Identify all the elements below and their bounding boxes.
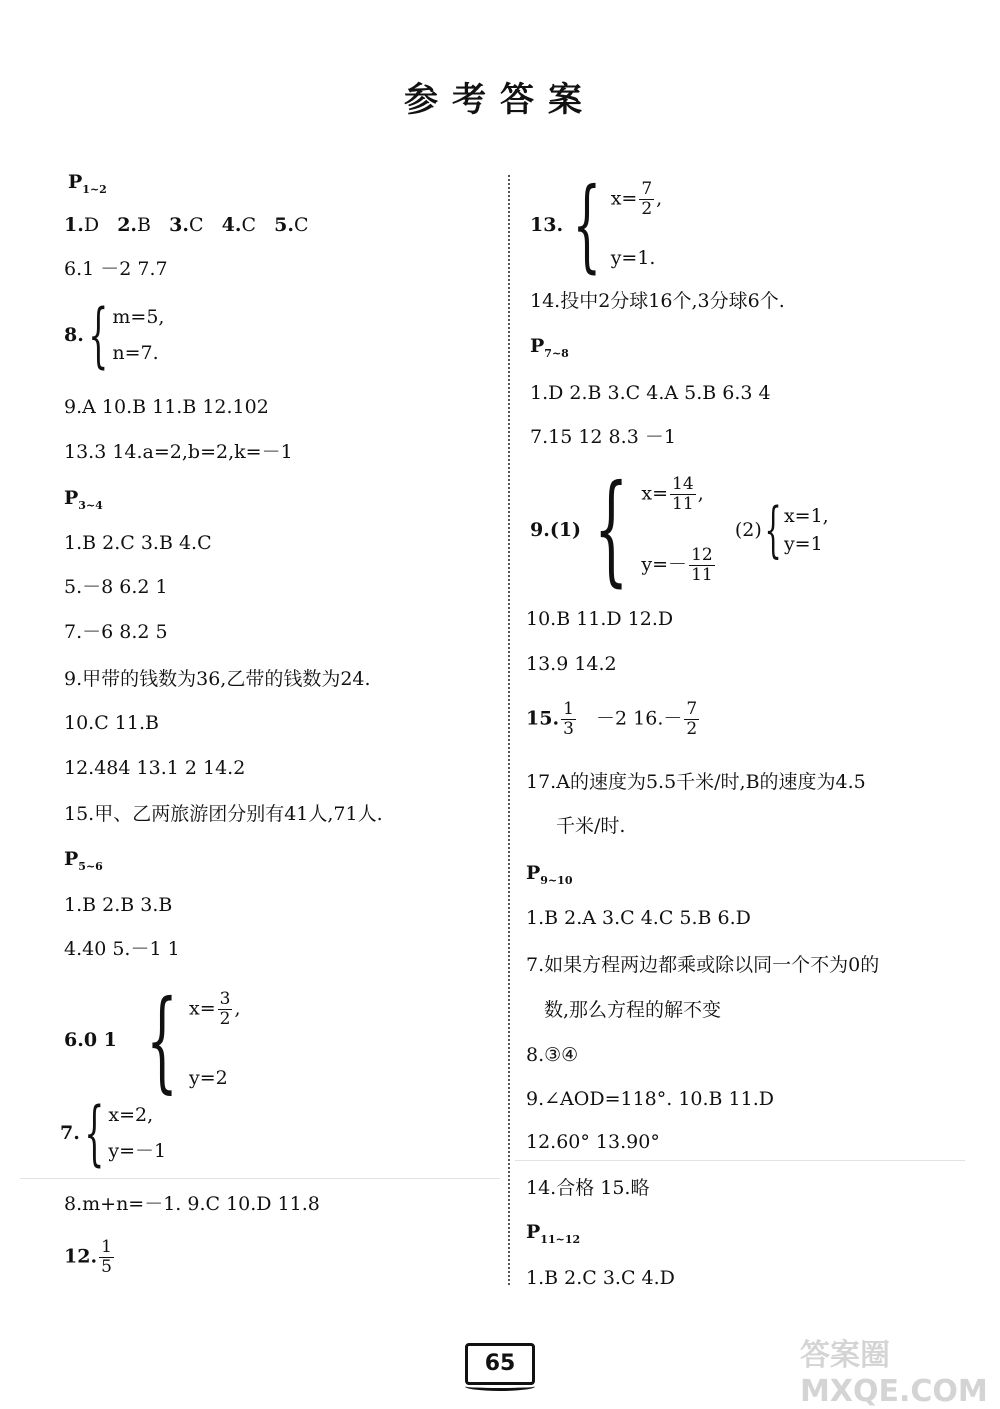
- answer-line: 9.甲带的钱数为36,乙带的钱数为24.: [64, 668, 371, 690]
- answer-line: 13.9 14.2: [526, 653, 617, 675]
- answer-line: 1.B 2.C 3.C 4.D: [526, 1267, 675, 1289]
- answer-line: 7.15 12 8.3 －1: [530, 426, 676, 448]
- answer-line: 8.m+n=－1. 9.C 10.D 11.8: [64, 1193, 320, 1215]
- section-p7-8: $P_{7\sim 8}$: [530, 335, 569, 360]
- answer-line-cont: 数,那么方程的解不变: [544, 999, 722, 1021]
- answer-line: 9.A 10.B 11.B 12.102: [64, 396, 269, 418]
- column-divider: [508, 175, 510, 1285]
- answer-system: 7. { x=2, y=－1: [60, 1092, 167, 1174]
- answer-line: 7.如果方程两边都乘或除以同一个不为0的: [526, 954, 880, 976]
- answer-line: 13.3 14.a=2,b=2,k=－1: [64, 441, 293, 463]
- answer-line: 10.B 11.D 12.D: [526, 608, 674, 630]
- section-p3-4: $P_{3\sim 4}$: [64, 487, 103, 512]
- answer-fraction: 15. $\frac{1}{3}$ －2 16.－ $\frac{7}{2}$: [526, 699, 698, 739]
- answer-line: 12.484 13.1 2 14.2: [64, 757, 246, 779]
- section-p9-10: $P_{9\sim 10}$: [526, 862, 573, 887]
- section-p11-12: $P_{11\sim 12}$: [526, 1221, 581, 1246]
- answer-line: 9.∠AOD=118°. 10.B 11.D: [526, 1088, 775, 1110]
- section-p1-2: $P_{1\sim 2}$: [68, 171, 107, 196]
- answer-line: 12.60° 13.90°: [526, 1131, 660, 1153]
- answer-line: 15.甲、乙两旅游团分别有41人,71人.: [64, 803, 383, 825]
- answer-line: 1.B 2.C 3.B 4.C: [64, 532, 212, 554]
- answer-line: 14.投中2分球16个,3分球6个.: [530, 290, 785, 312]
- answer-fraction: 12. $\frac{1}{5}$: [64, 1237, 112, 1277]
- answer-line: 14.合格 15.略: [526, 1177, 650, 1199]
- answer-line: 4.40 5.－1 1: [64, 938, 180, 960]
- section-p5-6: $P_{5\sim 6}$: [64, 848, 103, 873]
- answer-system: 13. { x= $\frac{7}{2}$ , y=1.: [530, 166, 663, 283]
- answer-line: 10.C 11.B: [64, 712, 159, 734]
- answer-line: 1.B 2.A 3.C 4.C 5.B 6.D: [526, 907, 751, 929]
- answer-line-cont: 千米/时.: [556, 815, 626, 837]
- watermark-logo: 答案圈 MXQE.COM: [800, 1338, 988, 1409]
- faint-rule: [20, 1178, 500, 1179]
- answer-line: 7.－6 8.2 5: [64, 621, 168, 643]
- page-number: 65: [465, 1343, 535, 1385]
- answer-system: 8. { m=5, n=7.: [64, 294, 165, 376]
- answer-line: 1.B 2.B 3.B: [64, 894, 173, 916]
- answer-line: 6.1 －2 7.7: [64, 258, 168, 280]
- page-title: 参考答案: [404, 80, 596, 120]
- answer-line: 1.D 2.B 3.C 4.C 5.C: [64, 214, 309, 236]
- answer-system: 9.(1) { x= $\frac{14}{11}$ , y=－ $\frac{12}{11}$ (2) { x=1, y=1: [530, 460, 829, 599]
- answer-system: 6.0 1 { x= $\frac{3}{2}$ , y=2: [64, 976, 241, 1104]
- answer-line: 1.D 2.B 3.C 4.A 5.B 6.3 4: [530, 382, 771, 404]
- answer-line: 17.A的速度为5.5千米/时,B的速度为4.5: [526, 771, 866, 793]
- answer-line: 5.－8 6.2 1: [64, 576, 168, 598]
- faint-rule: [515, 1160, 965, 1161]
- answer-line: 8.③④: [526, 1044, 579, 1066]
